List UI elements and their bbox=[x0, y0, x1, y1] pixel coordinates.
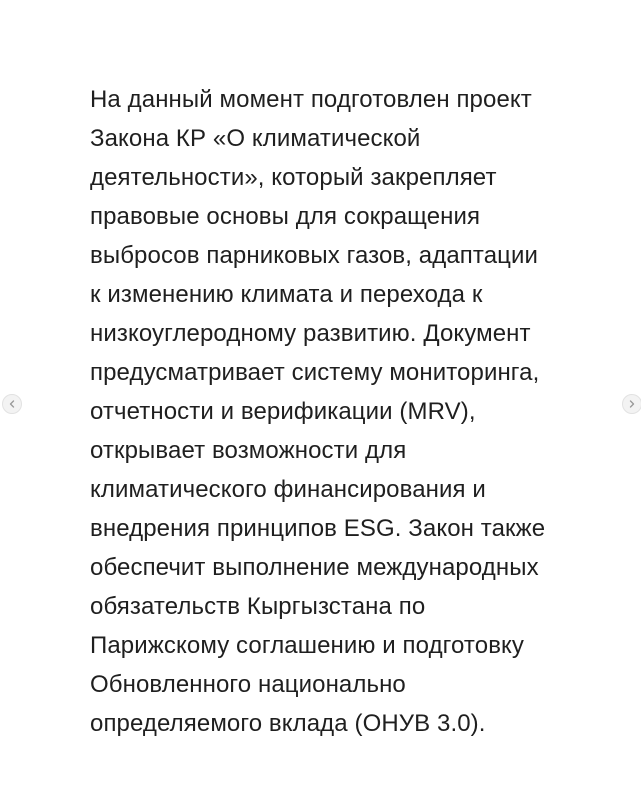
carousel-next-button[interactable] bbox=[622, 394, 641, 414]
text-line: определяемого вклада (ОНУВ 3.0). bbox=[90, 710, 486, 737]
carousel-prev-button[interactable] bbox=[2, 394, 22, 414]
text-line: отчетности и верификации (MRV), bbox=[90, 398, 476, 425]
text-line: обеспечит выполнение международных bbox=[90, 554, 539, 581]
text-line: обязательств Кыргызстана по bbox=[90, 593, 426, 620]
text-line: выбросов парниковых газов, адаптации bbox=[90, 242, 539, 269]
text-line: низкоуглеродному развитию. Документ bbox=[90, 320, 531, 347]
text-line: внедрения принципов ESG. Закон также bbox=[90, 515, 546, 542]
text-line: деятельности», который закрепляет bbox=[90, 164, 497, 191]
text-line: к изменению климата и перехода к bbox=[90, 281, 483, 308]
text-line: предусматривает систему мониторинга, bbox=[90, 359, 540, 386]
post-text bbox=[90, 80, 600, 743]
text-line: Обновленного национально bbox=[90, 671, 406, 698]
text-line: климатического финансирования и bbox=[90, 476, 486, 503]
text-line: открывает возможности для bbox=[90, 437, 407, 464]
chevron-left-icon bbox=[7, 399, 17, 409]
text-line: Закона КР «О климатической bbox=[90, 125, 421, 152]
text-line: На данный момент подготовлен проект bbox=[90, 86, 532, 113]
text-line: правовые основы для сокращения bbox=[90, 203, 481, 230]
text-line: Парижскому соглашению и подготовку bbox=[90, 632, 525, 659]
chevron-right-icon bbox=[627, 399, 637, 409]
